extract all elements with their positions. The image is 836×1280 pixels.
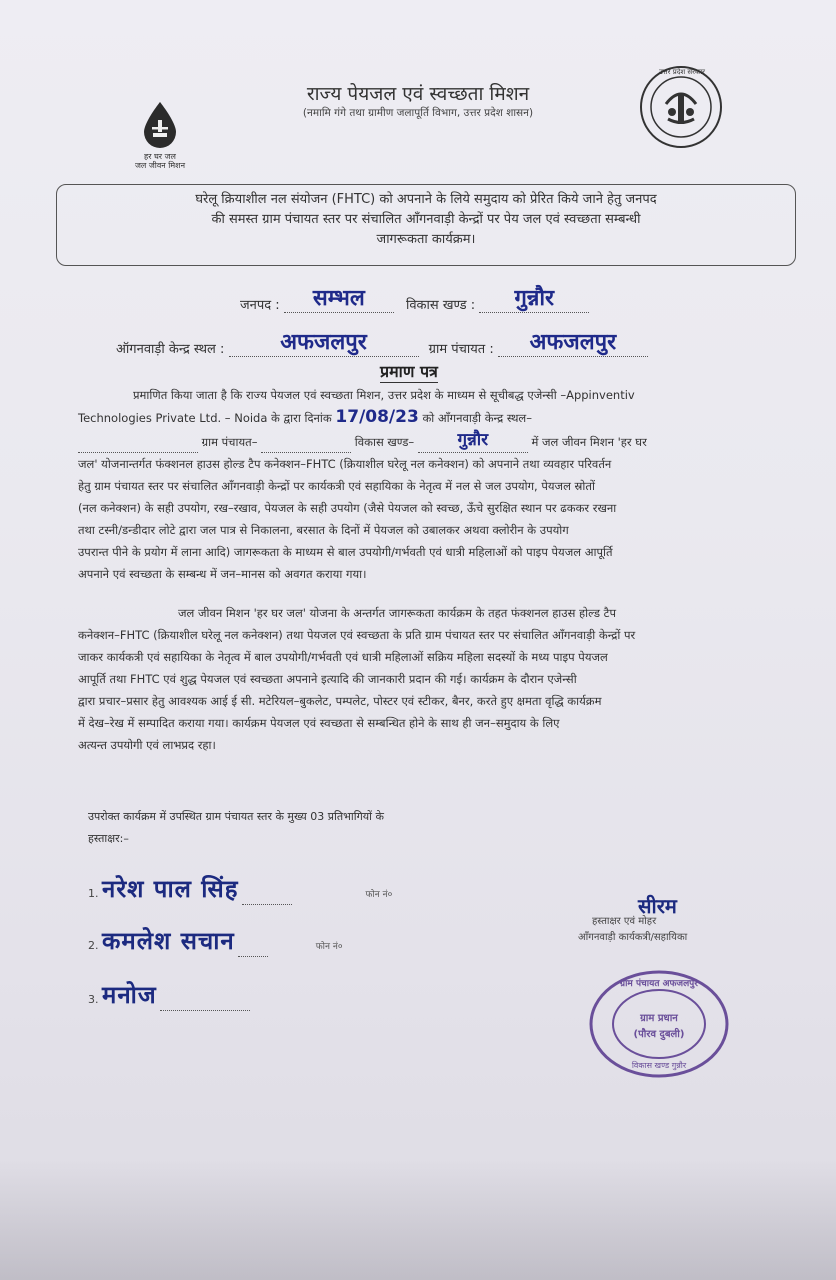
vikas-khand-value: गुन्नौर — [514, 286, 555, 311]
panchayat-field — [498, 326, 648, 357]
participants-intro-line-2: हस्ताक्षर:– — [88, 832, 129, 845]
para2-line-2: कनेक्शन–FHTC (क्रियाशील घरेलू नल कनेक्शन) तथा पेयजल एवं स्वच्छता के प्रति ग्राम पंचायत स्तर पर संचालित आँगनवाड़ी केन्द्रों पर — [78, 628, 636, 642]
para1-line-2: Technologies Private Ltd. – Noida के द्वारा दिनांक 17/08/23 को आँगनवाड़ी केन्द्र स्थल– — [78, 407, 532, 427]
program-date: 17/08/23 — [335, 407, 419, 427]
para2-line-6: में देख–रेख में सम्पादित कराया गया। कार्यक्रम पेयजल एवं स्वच्छता से सम्बन्धित होने के साथ ही जन–समुदाय के लिए — [78, 716, 560, 730]
participant-signature: मनोज — [102, 981, 157, 1009]
panchayat-stamp — [588, 968, 730, 1084]
participant-row-1 — [88, 872, 392, 905]
participant-row-3 — [88, 978, 250, 1011]
emblem-text: उत्तर प्रदेश सरकार — [658, 68, 706, 76]
para2-line-5: द्वारा प्रचार–प्रसार हेतु आवश्यक आई ई सी. मटेरियल–बुकलेट, पम्पलेट, पोस्टर एवं स्टीकर, बैनर, करते हुए क्षमता वृद्धि कार्यक्रम — [78, 694, 602, 708]
vikas-khand-label: विकास खण्ड : — [405, 298, 476, 313]
kendra-field — [229, 326, 419, 357]
up-govt-emblem — [638, 64, 724, 154]
banner-line-1: घरेलू क्रियाशील नल संयोजन (FHTC) को अपनाने के लिये समुदाय को प्रेरित किये जाने हेतु जनपद — [195, 192, 657, 207]
panchayat-label: ग्राम पंचायत : — [428, 342, 494, 357]
para1-line-7: तथा टस्नी/डन्डीदार लोटे द्वारा जल पात्र से निकालना, बरसात के दिनों में पेयजल को उबालकर अथवा क्लोरीन के उपयोग — [78, 523, 569, 537]
paragraph-2 — [78, 602, 823, 756]
janpad-row — [240, 282, 589, 313]
janpad-value: सम्भल — [312, 286, 365, 311]
brand-line-2: जल जीवन मिशन — [134, 161, 186, 170]
stamp-inner-line-1: ग्राम प्रधान — [640, 1013, 678, 1024]
signatory-signature: सीरम — [638, 894, 677, 918]
participant-row-2 — [88, 924, 343, 957]
para-vikas-khand-value: गुन्नौर — [457, 430, 489, 450]
banner-line-3: जागरूकता कार्यक्रम। — [376, 232, 476, 247]
banner-line-2: की समस्त ग्राम पंचायत स्तर पर संचालित आँगनवाड़ी केन्द्रों पर पेय जल एवं स्वच्छता सम्बन्धी — [211, 212, 641, 227]
participants-intro-line-1: उपरोक्त कार्यक्रम में उपस्थित ग्राम पंचायत स्तर के मुख्य 03 प्रतिभागियों के — [88, 810, 384, 823]
participant-number: 3. — [88, 993, 99, 1006]
participant-number: 1. — [88, 887, 99, 900]
para1-line-8: उपरान्त पीने के प्रयोग में लाना आदि) जागरूकता के माध्यम से बाल उपयोगी/गर्भवती एवं धात्री महिलाओं को पाइप पेयजल आपूर्ति — [78, 545, 613, 559]
stamp-bottom-text: विकास खण्ड गुन्नौर — [631, 1061, 687, 1070]
page-shadow — [0, 1160, 836, 1280]
kendra-label: ऑगनवाड़ी केन्द्र स्थल : — [116, 342, 225, 357]
stamp-inner-line-2: (पौरव दुबली) — [633, 1029, 685, 1040]
para2-line-4: आपूर्ति तथा FHTC एवं शुद्ध पेयजल एवं स्वच्छता अपनाने इत्यादि की जानकारी प्रदान की गई। कार्यक्रम के दौरान एजेन्सी — [78, 672, 577, 686]
para1-line-1: प्रमाणित किया जाता है कि राज्य पेयजल एवं स्वच्छता मिशन, उत्तर प्रदेश के माध्यम से सूचीबद्ध एजेन्सी –Appinventiv — [133, 388, 635, 402]
panchayat-value: अफजलपुर — [529, 330, 617, 355]
kendra-value: अफजलपुर — [280, 330, 367, 355]
brand-line-1: हर घर जल — [144, 152, 176, 161]
participants-intro — [88, 806, 528, 850]
certificate-title: प्रमाण पत्र — [380, 362, 438, 381]
vikas-khand-field — [479, 282, 589, 313]
participant-mobile-label: फोन नं० — [315, 942, 343, 952]
signatory-block — [578, 894, 688, 946]
para1-line-3: ग्राम पंचायत– विकास खण्ड– गुन्नौर में जल जीवन मिशन 'हर घर — [78, 429, 823, 453]
janpad-label: जनपद : — [240, 298, 280, 313]
participant-number: 2. — [88, 939, 99, 952]
kendra-row — [116, 326, 648, 357]
para1-line-5: हेतु ग्राम पंचायत स्तर पर संचालित आँगनवाड़ी केन्द्रों पर कार्यकत्री एवं सहायिका के नेतृत्व में नल से जल उपयोग, पेयजल स्रोतों — [78, 479, 595, 493]
signatory-line-2: आँगनवाड़ी कार्यकत्री/सहायिका — [578, 932, 688, 943]
para2-line-3: जाकर कार्यकत्री एवं सहायिका के नेतृत्व में बाल उपयोगी/गर्भवती एवं धात्री महिलाओं सक्रिय महिला सदस्यों के मध्य पाइप पेयजल — [78, 650, 608, 664]
paragraph-1 — [78, 384, 823, 585]
para2-line-7: अत्यन्त उपयोगी एवं लाभप्रद रहा। — [78, 738, 216, 752]
para1-line-9: अपनाने एवं स्वच्छता के सम्बन्ध में जन–मानस को अवगत कराया गया। — [78, 567, 367, 581]
para2-line-1: जल जीवन मिशन 'हर घर जल' योजना के अन्तर्गत जागरूकता कार्यक्रम के तहत फंक्शनल हाउस होल्ड टैप — [178, 606, 616, 620]
page-title: राज्य पेयजल एवं स्वच्छता मिशन — [306, 83, 530, 105]
participant-signature: नरेश पाल सिंह — [102, 875, 239, 903]
signatory-line-1: हस्ताक्षर एवं मोहर — [592, 916, 657, 927]
participant-signature: कमलेश सचान — [102, 927, 235, 955]
page-subtitle: (नमामि गंगे तथा ग्रामीण जलापूर्ति विभाग, उत्तर प्रदेश शासन) — [302, 107, 534, 119]
janpad-field — [284, 282, 394, 313]
para1-line-6: (नल कनेक्शन) के सही उपयोग, रख–रखाव, पेयजल के सही उपयोग (जैसे पेयजल को स्वच्छ, ऊँचे सुरक्षित स्थान पर ढककर रखना — [78, 501, 617, 515]
program-banner — [56, 184, 796, 266]
para1-line-4: जल' योजनान्तर्गत फंक्शनल हाउस होल्ड टैप कनेक्शन–FHTC (क्रियाशील घरेलू नल कनेक्शन) को अपनाने तथा व्यवहार परिवर्तन — [78, 457, 612, 471]
participant-mobile-label: फोन नं० — [365, 890, 393, 900]
stamp-outer-text: ग्राम पंचायत अफजलपुर — [620, 979, 698, 989]
